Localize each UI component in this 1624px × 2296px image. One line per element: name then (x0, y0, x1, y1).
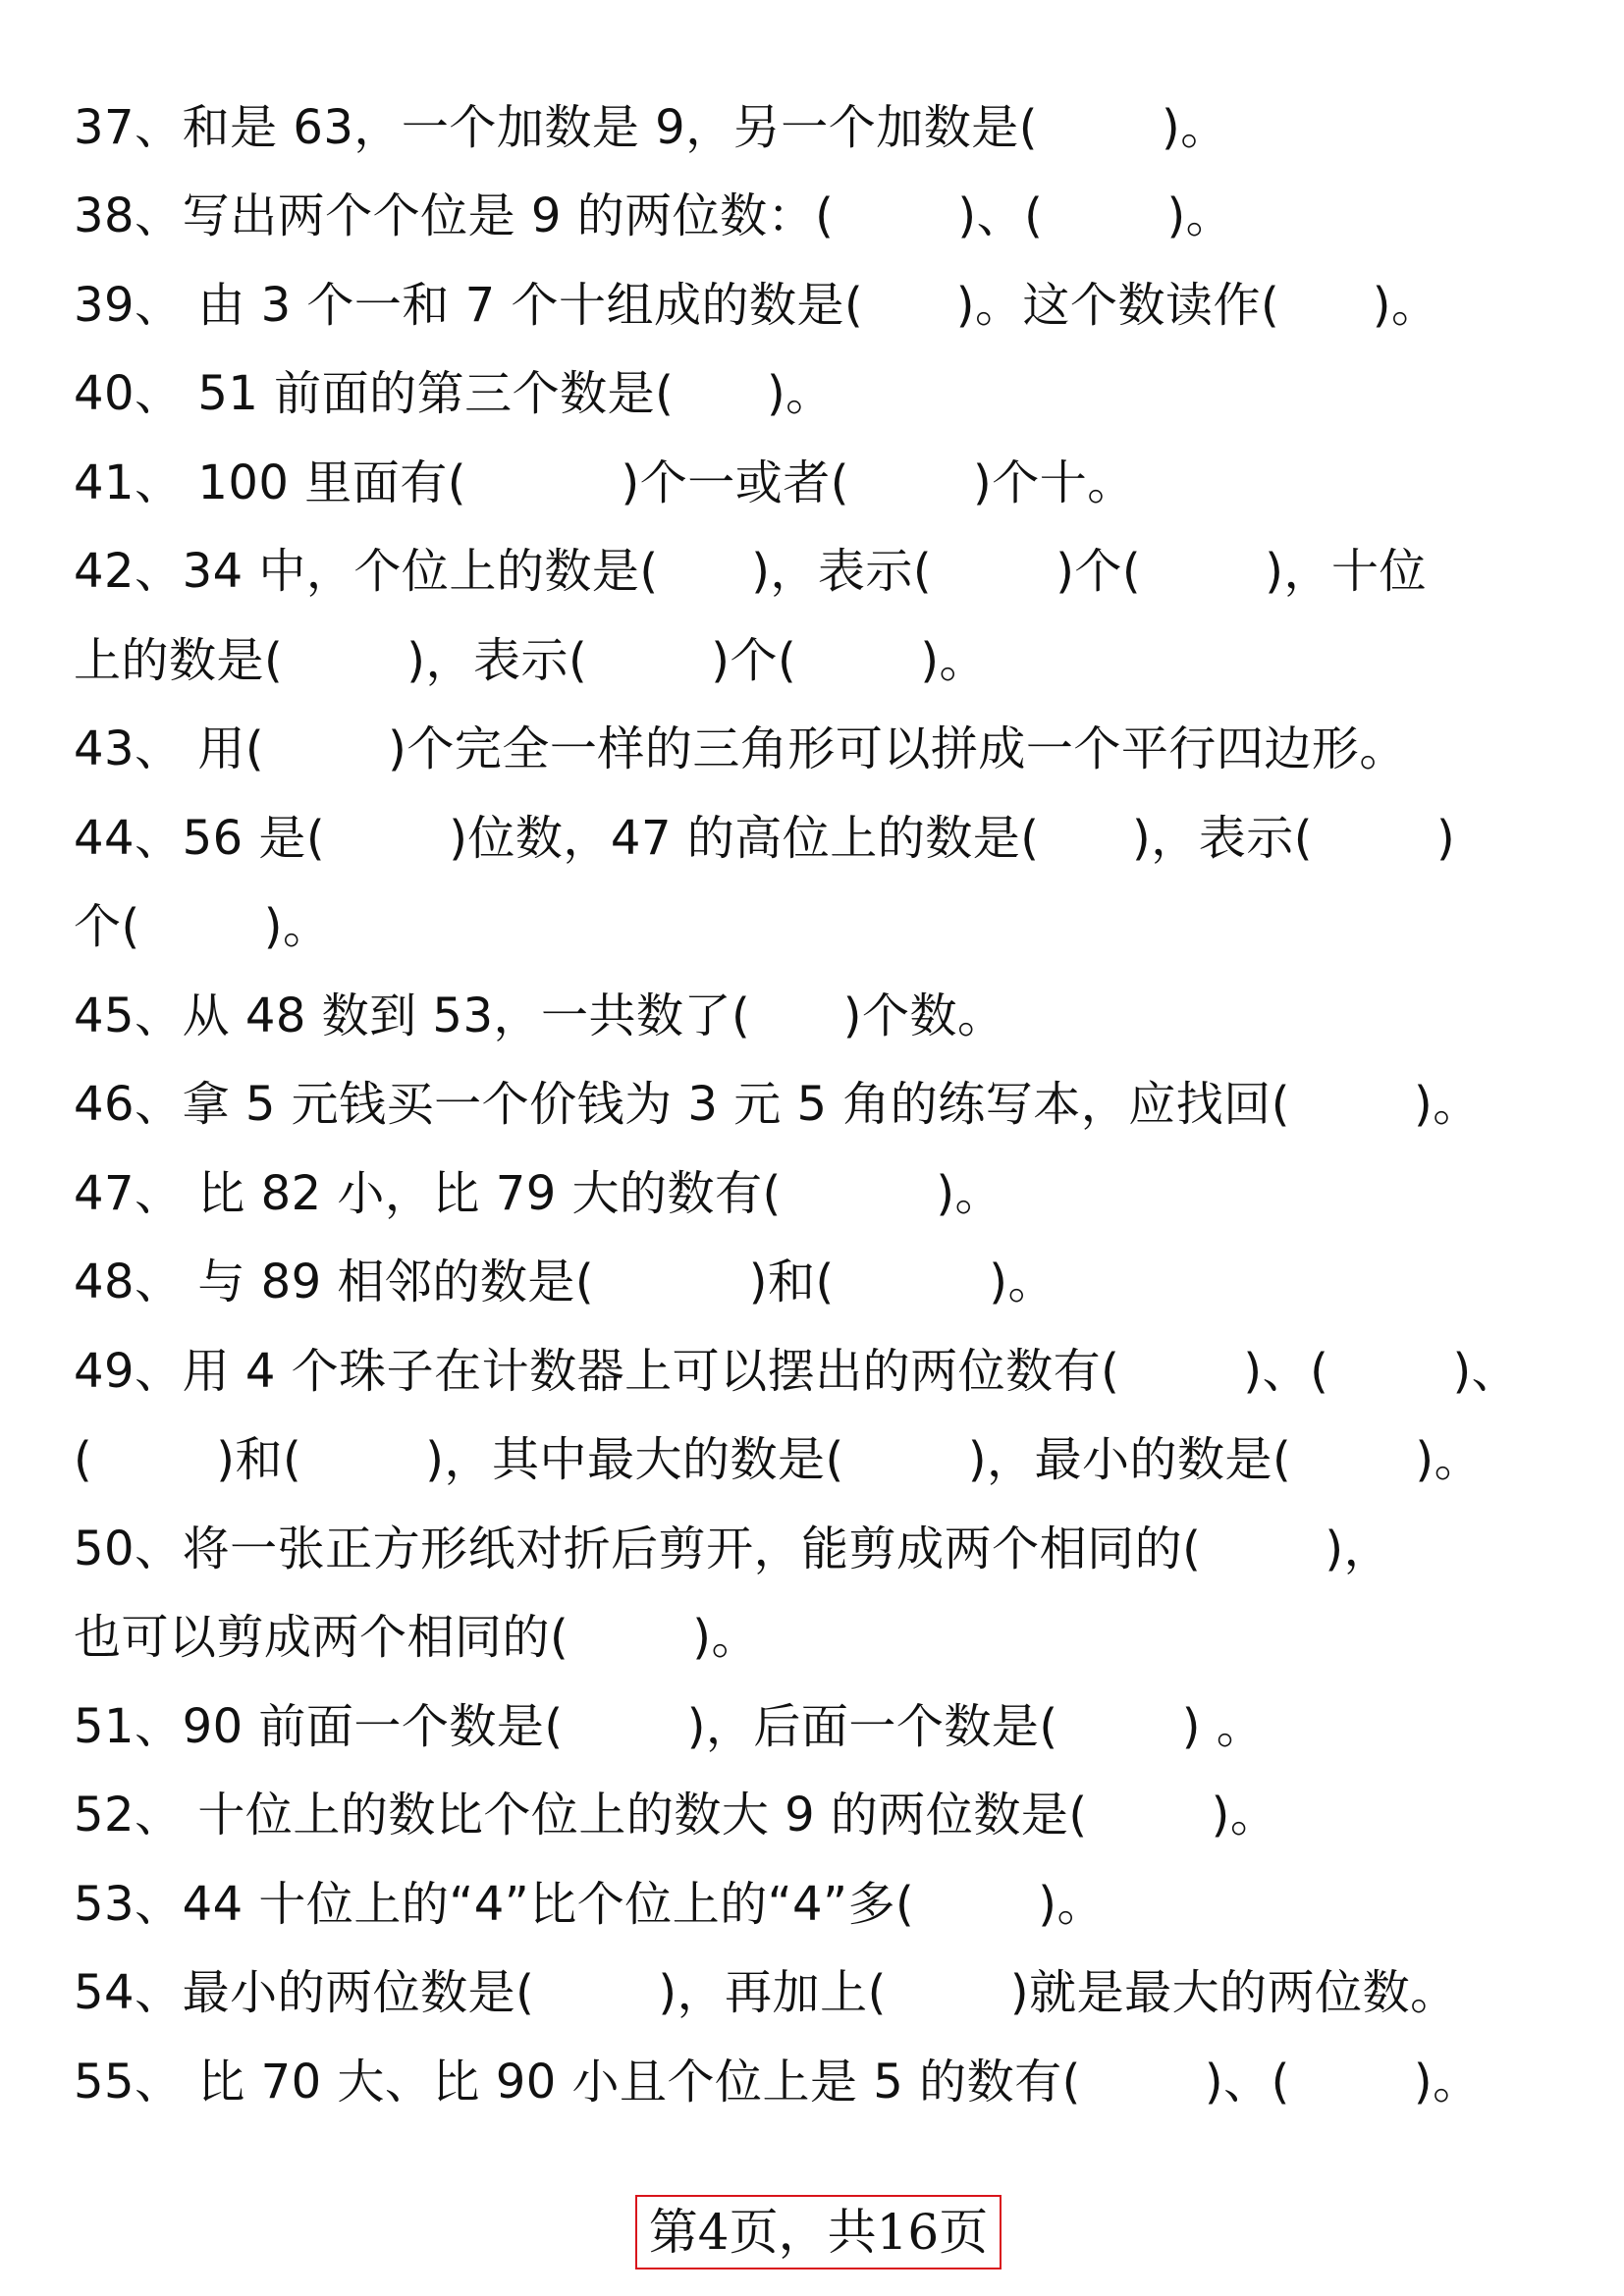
question-55: 55、 比 70 大、比 90 小且个位上是 5 的数有( )、( )。 (74, 2055, 1481, 2109)
question-52: 52、 十位上的数比个位上的数大 9 的两位数是( )。 (74, 1788, 1278, 1842)
question-48: 48、 与 89 相邻的数是( )和( )。 (74, 1255, 1056, 1309)
question-43: 43、 用( )个完全一样的三角形可以拼成一个平行四边形。 (74, 721, 1407, 776)
question-47: 47、 比 82 小，比 79 大的数有( )。 (74, 1166, 1003, 1221)
question-54: 54、最小的两位数是( )，再加上( )就是最大的两位数。 (74, 1965, 1458, 2020)
question-49-cont: ( )和( )，其中最大的数是( )，最小的数是( )。 (74, 1432, 1483, 1487)
question-40: 40、 51 前面的第三个数是( )。 (74, 366, 834, 421)
question-44-cont: 个( )。 (74, 899, 331, 954)
question-51: 51、90 前面一个数是( )，后面一个数是( ) 。 (74, 1699, 1265, 1754)
question-45: 45、从 48 数到 53，一共数了( )个数。 (74, 988, 1005, 1043)
question-50-cont: 也可以剪成两个相同的( )。 (74, 1610, 760, 1665)
question-39: 39、 由 3 个一和 7 个十组成的数是( )。这个数读作( )。 (74, 278, 1439, 333)
question-44: 44、56 是( )位数，47 的高位上的数是( )，表示( ) (74, 811, 1456, 866)
question-50: 50、将一张正方形纸对折后剪开，能剪成两个相同的( )， (74, 1522, 1392, 1576)
question-53: 53、44 十位上的“4”比个位上的“4”多( )。 (74, 1877, 1105, 1932)
question-42-cont: 上的数是( )，表示( )个( )。 (74, 633, 988, 688)
question-41: 41、 100 里面有( )个一或者( )个十。 (74, 455, 1135, 510)
question-37: 37、和是 63，一个加数是 9，另一个加数是( )。 (74, 100, 1228, 155)
question-42: 42、34 中，个位上的数是( )，表示( )个( )，十位 (74, 544, 1427, 599)
question-38: 38、写出两个个位是 9 的两位数：( )、( )。 (74, 188, 1234, 243)
page-number-footer: 第4页，共16页 (635, 2195, 1001, 2269)
question-46: 46、拿 5 元钱买一个价钱为 3 元 5 角的练写本，应找回( )。 (74, 1077, 1481, 1132)
question-49: 49、用 4 个珠子在计数器上可以摆出的两位数有( )、( )、 (74, 1344, 1520, 1399)
